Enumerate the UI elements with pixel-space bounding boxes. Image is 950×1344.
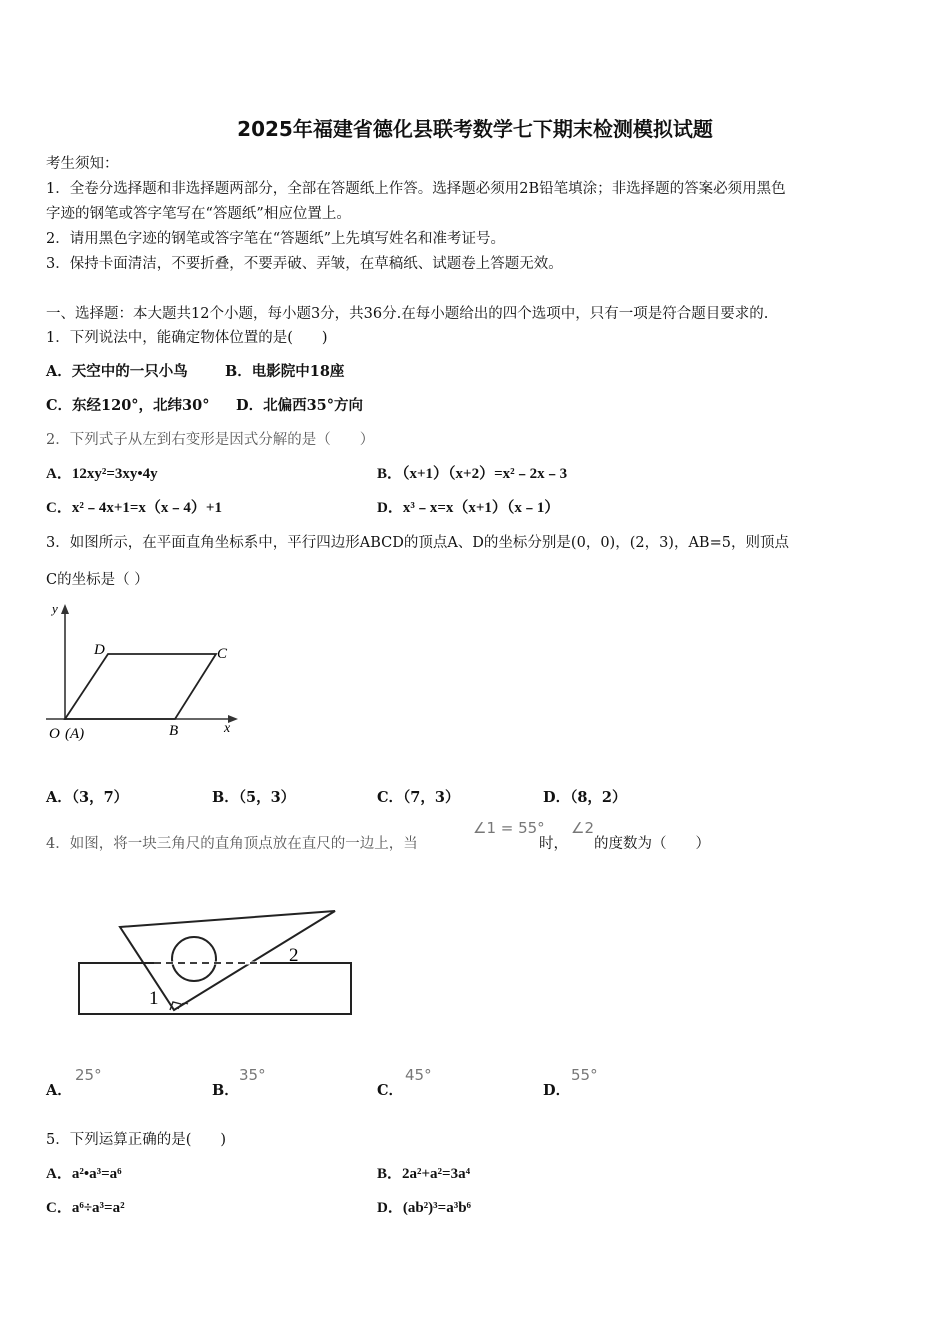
q2-option-a: A．12xy²=3xy•4y [46, 466, 158, 482]
question-4-stem-when: 时， [539, 836, 568, 852]
q4-option-d: D． [543, 1082, 571, 1099]
question-1-stem: 1．下列说法中，能确定物体位置的是( ) [46, 330, 328, 346]
label-angle-1: 1 [149, 988, 159, 1009]
page-title: 2025年福建省德化县联考数学七下期末检测模拟试题 [237, 117, 713, 141]
label-a: (A) [65, 726, 85, 742]
label-angle-2: 2 [289, 945, 299, 966]
label-o: O [49, 726, 60, 742]
q5-option-b: B．2a²+a²=3a⁴ [377, 1166, 471, 1182]
parallelogram-figure [40, 598, 250, 748]
ruler [79, 963, 351, 1014]
q3-option-b: B．（5，3） [212, 789, 296, 806]
angle-2-expression: ∠2 [571, 819, 594, 837]
label-y: y [52, 601, 58, 616]
notice-header: 考生须知： [46, 156, 119, 172]
section-heading: 一、选择题：本大题共12个小题，每小题3分，共36分.在每小题给出的四个选项中，只有一项是符合题目要求的. [46, 306, 769, 322]
triangle-ruler-figure [70, 905, 360, 1025]
question-4-stem-end: 的度数为（ ） [594, 836, 710, 852]
y-axis-arrow [61, 604, 69, 614]
label-c: C [217, 646, 228, 662]
label-d: D [94, 642, 105, 658]
q2-option-d: D．x³﹣x=x（x+1）（x﹣1） [377, 500, 560, 516]
q5-option-c: C．a⁶÷a³=a² [46, 1200, 125, 1216]
question-2-stem: 2．下列式子从左到右变形是因式分解的是（ ） [46, 432, 375, 448]
question-5-stem: 5．下列运算正确的是( ) [46, 1132, 227, 1148]
q1-option-b: B．电影院中18座 [225, 363, 345, 380]
q2-option-b: B．（x+1）（x+2）=x²﹣2x﹣3 [377, 466, 568, 482]
notice-item-1: 1．全卷分选择题和非选择题两部分，全部在答题纸上作答。选择题必须用2B铅笔填涂；非选择题的答案必须用黑色 [46, 181, 786, 197]
set-square-hole [172, 937, 216, 981]
q3-option-d: D．（8，2） [543, 789, 627, 806]
q4-option-a-value: 25° [75, 1066, 102, 1084]
label-b: B [169, 723, 179, 739]
q3-option-a: A．（3，7） [46, 789, 129, 806]
q4-option-c: C． [377, 1082, 404, 1099]
notice-item-2: 2．请用黑色字迹的钢笔或答字笔在“答题纸”上先填写姓名和准考证号。 [46, 231, 506, 247]
q4-option-b: B． [212, 1082, 239, 1099]
question-3-stem: 3．如图所示，在平面直角坐标系中，平行四边形ABCD的顶点A、D的坐标分别是(0，0)，(2，3)，AB=5，则顶点 [46, 535, 789, 551]
label-x: x [224, 721, 231, 736]
q3-option-c: C．（7，3） [377, 789, 460, 806]
q1-option-a: A．天空中的一只小鸟 [46, 363, 188, 380]
q5-option-a: A．a²•a³=a⁶ [46, 1166, 122, 1182]
notice-item-1-cont: 字迹的钢笔或答字笔写在“答题纸”相应位置上。 [46, 206, 351, 222]
q1-option-d: D．北偏西35°方向 [236, 397, 364, 414]
notice-item-3: 3．保持卡面清洁，不要折叠，不要弄破、弄皱，在草稿纸、试题卷上答题无效。 [46, 256, 563, 272]
q4-option-a: A． [46, 1082, 72, 1099]
question-3-stem-cont: C的坐标是（ ） [46, 572, 149, 588]
q4-option-c-value: 45° [405, 1066, 432, 1084]
q4-option-b-value: 35° [239, 1066, 266, 1084]
angle-1-expression: ∠1 = 55° [473, 819, 545, 837]
q4-option-d-value: 55° [571, 1066, 598, 1084]
question-4-stem: 4．如图，将一块三角尺的直角顶点放在直尺的一边上，当 [46, 836, 418, 852]
q1-option-c: C．东经120°，北纬30° [46, 397, 210, 414]
parallelogram-abcd [65, 654, 216, 719]
q2-option-c: C．x²﹣4x+1=x（x﹣4）+1 [46, 500, 222, 516]
q5-option-d: D．(ab²)³=a³b⁶ [377, 1200, 472, 1216]
